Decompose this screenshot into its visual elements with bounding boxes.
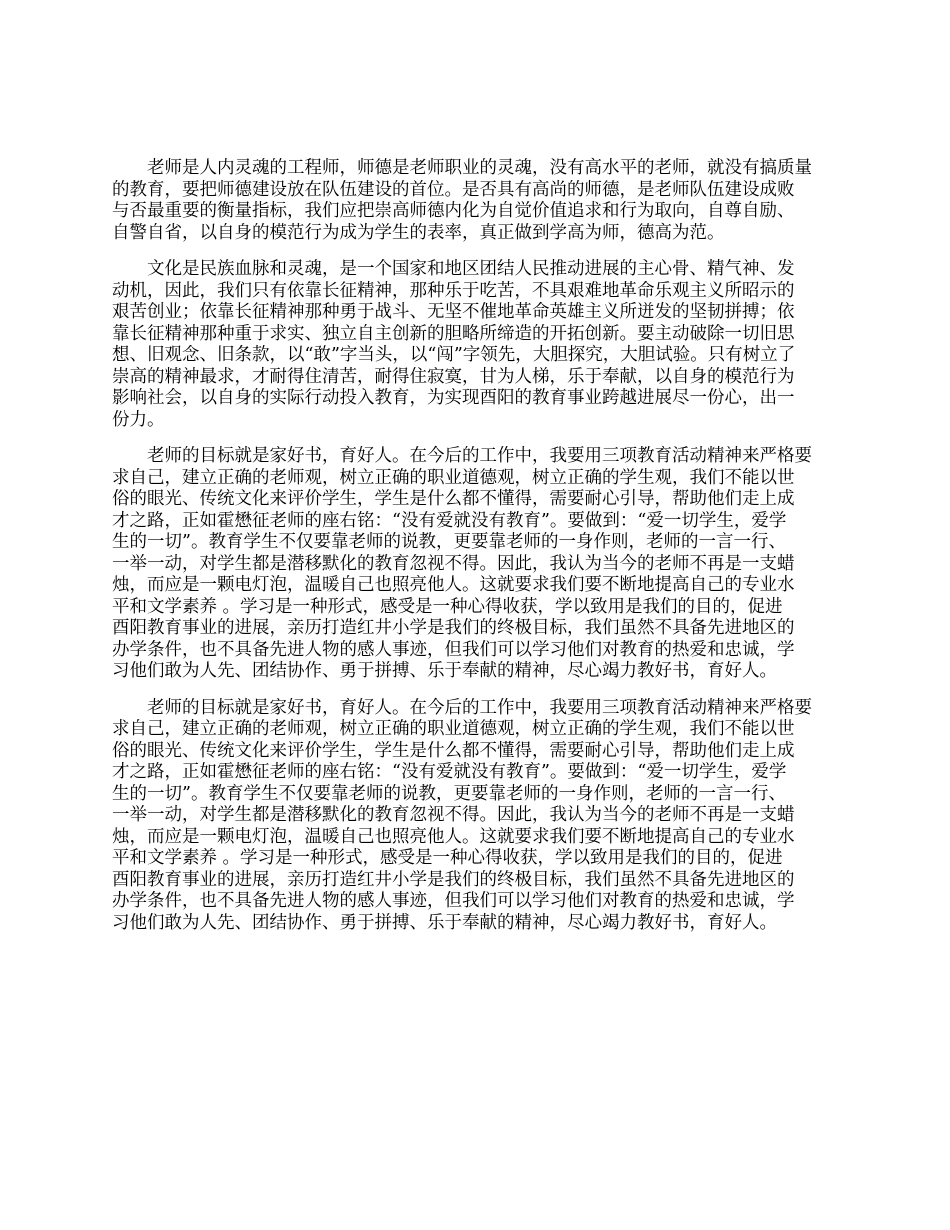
paragraph-teacher-goal-repeat: 老师的目标就是家好书，育好人。在今后的工作中，我要用三项教育活动精神来严格要 求自己，建立正确的老师观，树立正确的职业道德观，树立正确的学生观，我们不能以世 俗的眼光、传统文化来评价学生，学生是什么都不懂得，需要耐心引导，帮助他们走上成 才之路，正如霍懋征老师的座右铭：“没有爱就没有教育”。要做到：“爱一切学生，爱学 生的一切”。教育学生不仅要靠老师的说教，更要靠老师的一身作则，老师的一言一行、 一举一动，对学生都是潜移默化的教育忽视不得。因此，我认为当今的老师不再是一支蜡 烛，而应是一颗电灯泡，温暖自己也照亮他人。这就要求我们要不断地提高自己的专业水 平和文学素养 。学习是一种形式，感受是一种心得收获，学以致用是我们的目的，促进 酉阳教育事业的进展，亲历打造红井小学是我们的终极目标，我们虽然不具备先进地区的 办学条件，也不具备先进人物的感人事迹，但我们可以学习他们对教育的热爱和忠诚，学 习他们敢为人先、团结协作、勇于拼搏、乐于奉献的精神，尽心竭力教好书，育好人。 <box>112 697 812 933</box>
paragraph-long-march-spirit: 文化是民族血脉和灵魂，是一个国家和地区团结人民推动进展的主心骨、精气神、发 动机，因此，我们只有依靠长征精神，那种乐于吃苦，不具艰难地革命乐观主义所昭示的 艰苦创业；依靠长征精神那种勇于战斗、无坚不催地革命英雄主义所迸发的坚韧拼搏；依 靠长征精神那种重于求实、独立自主创新的胆略所缔造的开拓创新。要主动破除一切旧思 想、旧观念、旧条款，以“敢”字当头，以“闯”字领先，大胆探究，大胆试验。只有树立了 崇高的精神最求，才耐得住清苦，耐得住寂寞，甘为人梯，乐于奉献，以自身的模范行为 影响社会，以自身的实际行动投入教育，为实现酉阳的教育事业跨越进展尽一份心，出一 份力。 <box>112 259 796 430</box>
paragraph-teacher-goal: 老师的目标就是家好书，育好人。在今后的工作中，我要用三项教育活动精神来严格要 求自己，建立正确的老师观，树立正确的职业道德观，树立正确的学生观，我们不能以世 俗的眼光、传统文化来评价学生，学生是什么都不懂得，需要耐心引导，帮助他们走上成 才之路，正如霍懋征老师的座右铭：“没有爱就没有教育”。要做到：“爱一切学生，爱学 生的一切”。教育学生不仅要靠老师的说教，更要靠老师的一身作则，老师的一言一行、 一举一动，对学生都是潜移默化的教育忽视不得。因此，我认为当今的老师不再是一支蜡 烛，而应是一颗电灯泡，温暖自己也照亮他人。这就要求我们要不断地提高自己的专业水 平和文学素养 。学习是一种形式，感受是一种心得收获，学以致用是我们的目的，促进 酉阳教育事业的进展，亲历打造红井小学是我们的终极目标，我们虽然不具备先进地区的 办学条件，也不具备先进人物的感人事迹，但我们可以学习他们对教育的热爱和忠诚，学 习他们敢为人先、团结协作、勇于拼搏、乐于奉献的精神，尽心竭力教好书，育好人。 <box>112 446 812 681</box>
document-body <box>112 158 840 949</box>
paragraph-teacher-ethics: 老师是人内灵魂的工程师，师德是老师职业的灵魂，没有高水平的老师，就没有搞质量 的教育，要把师德建设放在队伍建设的首位。是否具有高尚的师德，是老师队伍建设成败 与否最重要的衡量指标，我们应把崇高师德内化为自觉价值追求和行为取向，自尊自励、 自警自省，以自身的模范行为成为学生的表率，真正做到学高为师，德高为范。 <box>112 158 812 243</box>
